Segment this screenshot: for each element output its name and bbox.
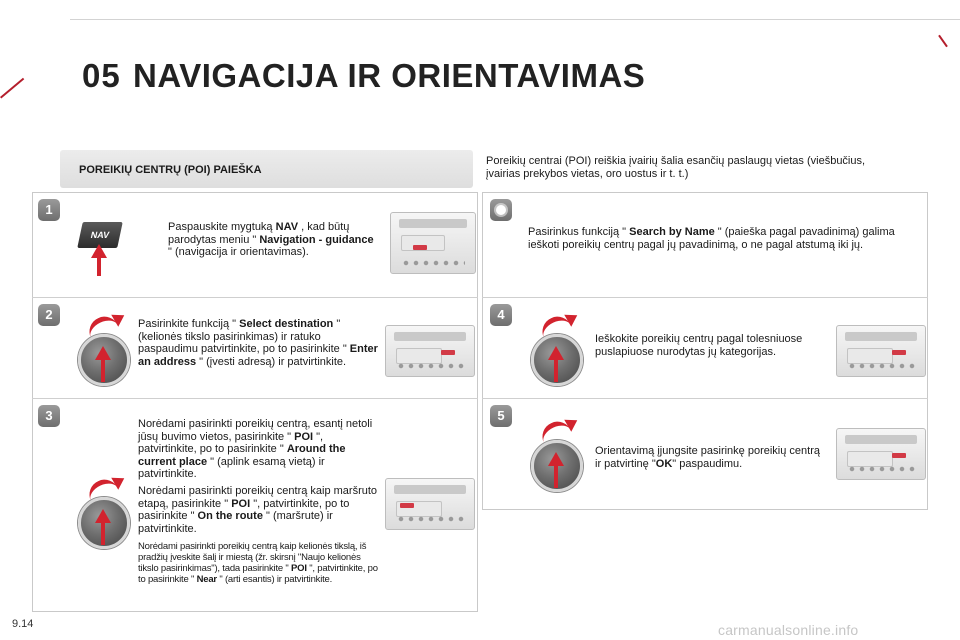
step-4-text: Ieškokite poreikių centrų pagal tolesniuose puslapiuose nurodytas jų kategorijas. xyxy=(595,333,803,358)
section-title: POREIKIŲ CENTRŲ (POI) PAIEŠKA xyxy=(79,164,262,176)
radio-unit-image xyxy=(836,428,926,480)
step-1-text: Paspauskite mygtuką NAV , kad būtų parodytas meniu " Navigation - guidance " (navigacija ir orientavimas). xyxy=(168,221,374,258)
step-badge-1: 1 xyxy=(38,199,60,221)
chapter-number: 05 xyxy=(82,57,121,94)
divider xyxy=(482,398,928,399)
section-intro: Poreikių centrai (POI) reiškia įvairių šalia esančių paslaugų vietas (viešbučius, įvairias prekybos vietas, oro uostus ir t. t.) xyxy=(486,155,866,180)
red-arrow-icon xyxy=(548,452,564,488)
top-rule xyxy=(70,19,960,20)
divider xyxy=(32,297,478,298)
nav-button-icon: NAV xyxy=(77,222,123,248)
step-5-text: Orientavimą įjungsite pasirinkę poreikių centrą ir patvirtinę "OK" paspaudimu. xyxy=(595,445,820,470)
corner-accent xyxy=(938,35,948,48)
red-arrow-icon xyxy=(548,346,564,382)
red-arrow-icon xyxy=(95,509,111,545)
radio-unit-image xyxy=(385,478,475,530)
step-badge-3: 3 xyxy=(38,405,60,427)
lightbulb-icon xyxy=(490,199,512,221)
divider xyxy=(482,297,928,298)
page-title: NAVIGACIJA IR ORIENTAVIMAS xyxy=(133,57,646,94)
red-arrow-icon xyxy=(95,346,111,382)
step-3-para-2: Norėdami pasirinkti poreikių centrą kaip maršruto etapą, pasirinkite " POI ", patvirtinkite, po to pasirinkite " On the route " (maršrute) ir patvirtinkite. xyxy=(138,485,378,535)
step-badge-5: 5 xyxy=(490,405,512,427)
step-badge-4: 4 xyxy=(490,304,512,326)
step-3-para-3: Norėdami pasirinkti poreikių centrą kaip kelionės tikslą, iš pradžių įveskite šalį ir miestą (žr. skirsnį "Naujo kelionės tikslo pasirinkimas"), tada pasirinkite " POI ", patvirtinkite, po to pasirinkite " Near " (arti esantis) ir patvirtinkite. xyxy=(138,541,378,585)
step-badge-2: 2 xyxy=(38,304,60,326)
watermark: carmanualsonline.info xyxy=(718,622,859,638)
step-2-text: Pasirinkite funkciją " Select destination " (kelionės tikslo pasirinkimas) ir ratuko paspaudimu patvirtinkite, po to pasirinkite " Enter an address " (įvesti adresą) ir patvirtinkite. xyxy=(138,318,378,368)
tip-text: Pasirinkus funkciją " Search by Name " (paieška pagal pavadinimą) galima ieškoti poreikių centrų pagal jų pavadinimą, o ne pagal atstumą iki jų. xyxy=(528,226,895,251)
radio-unit-image xyxy=(385,325,475,377)
step-3-para-1: Norėdami pasirinkti poreikių centrą, esantį netoli jūsų buvimo vietos, pasirinkite " POI ", patvirtinkite, po to pasirinkite " Around the current place " (aplink esamą vietą) ir patvirtinkite. xyxy=(138,418,373,480)
red-arrow-icon xyxy=(91,244,107,276)
radio-unit-image xyxy=(836,325,926,377)
divider xyxy=(32,398,478,399)
page-number: 9.14 xyxy=(12,618,34,630)
top-accent-line xyxy=(0,78,24,99)
radio-unit-image xyxy=(390,212,476,274)
